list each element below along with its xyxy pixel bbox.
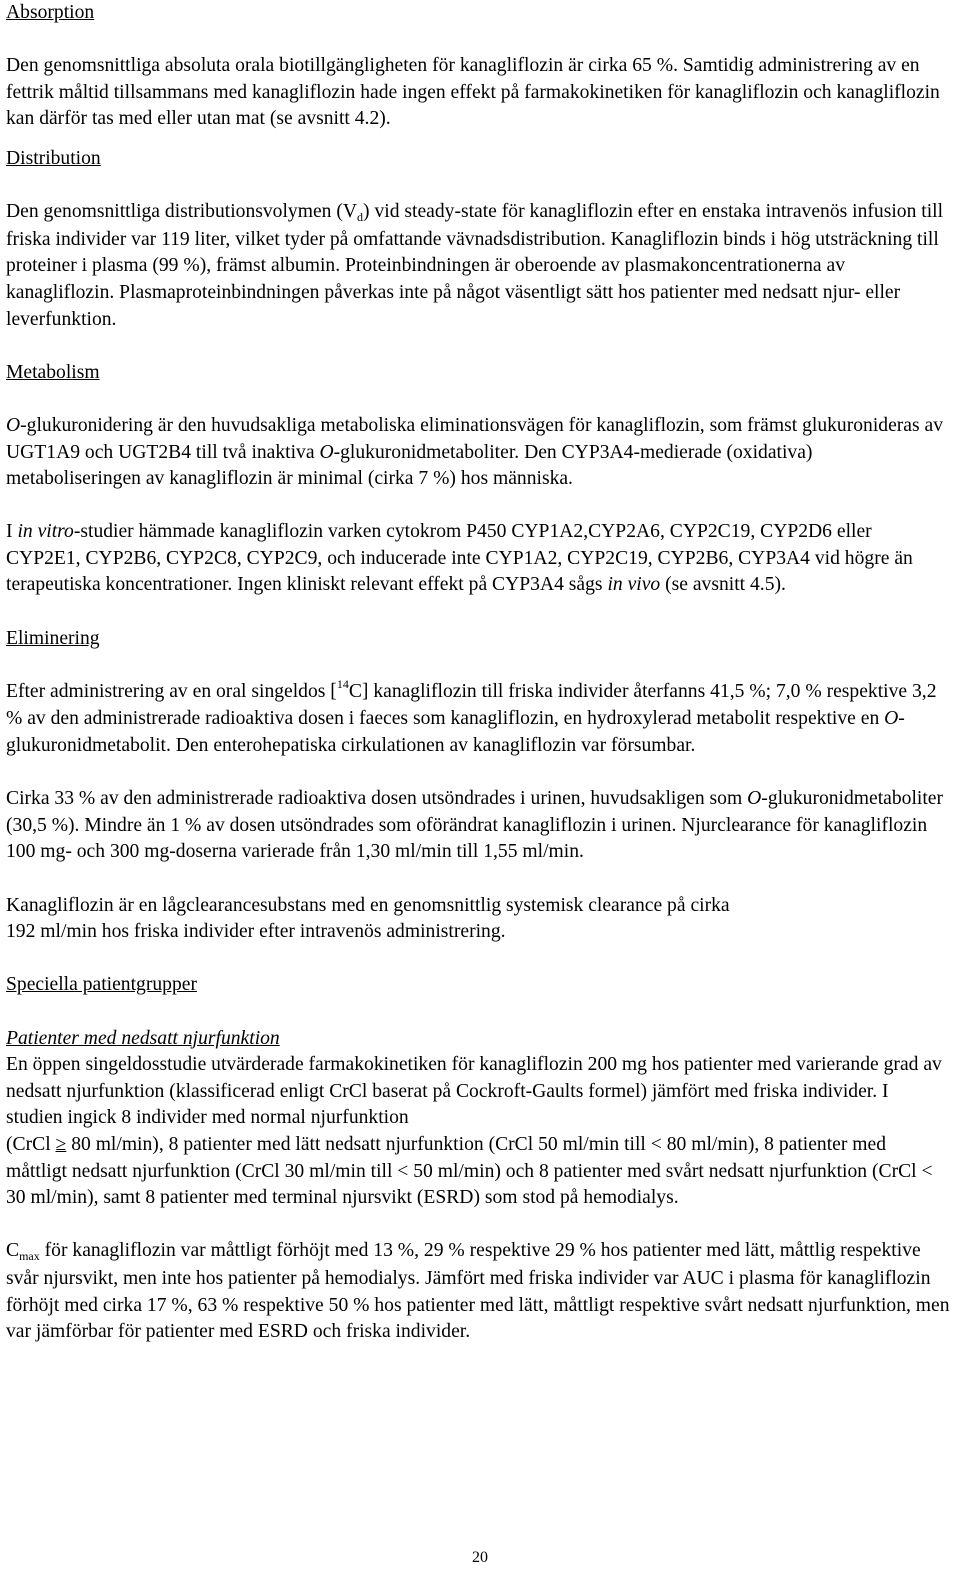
elimination-italic-o: O: [884, 708, 899, 730]
elimination-p3-line-2: 192 ml/min hos friska individer efter intravenös administrering.: [6, 921, 506, 943]
renal-p1-text-2: (CrCl: [6, 1133, 56, 1155]
special-groups-heading: Speciella patientgrupper: [6, 974, 197, 996]
elimination-p2-text-1: Cirka 33 % av den administrerade radioaktiva dosen utsöndrades i urinen, huvudsakligen som: [6, 788, 748, 810]
volume-subscript: d: [357, 210, 364, 225]
renal-impairment-heading: [6, 1026, 950, 1053]
page-number: 20: [472, 1549, 488, 1566]
renal-paragraph-1: [6, 1052, 950, 1212]
elimination-paragraph-3: [6, 893, 950, 946]
metabolism-paragraph-1: [6, 413, 950, 493]
metabolism-italic-o-2: O: [319, 441, 334, 463]
metabolism-p2-text-3: (se avsnitt 4.5).: [660, 574, 786, 596]
metabolism-italic-in-vitro: in vitro: [17, 521, 74, 543]
elimination-p2-text-2: glukuronidmetaboliter (30,5 %). Mindre än 1 % av dosen utsöndrades som oförändrat kanagliflozin i urinen. Njurclearance för kanagliflozin 100 mg- och 300 mg-doserna varierade från 1,30 ml/min till 1,55 ml/min.: [6, 788, 944, 863]
distribution-text-2: ) vid steady-state för kanagliflozin efter en enstaka intravenös infusion till friska individer var 119 liter, vilket tyder på omfattande vävnadsdistribution. Kanagliflozin binds i hög utsträckning till proteiner i plasma (99 %), främst albumin. Proteinbindningen är oberoende av plasmakoncentrationerna av kanagliflozin. Plasmaproteinbindningen påverkas inte på något väsentligt sätt hos patienter med nedsatt njur- eller leverfunktion.: [6, 201, 944, 330]
absorption-heading: Absorption: [6, 2, 95, 23]
elimination-p1-text-2: C] kanagliflozin till friska individer återfanns 41,5 %; 7,0 % respektive 3,2 % av den administrerade radioaktiva dosen i faeces som kanagliflozin, en hydroxylerad metabolit respektive en: [6, 680, 937, 730]
renal-p1-text-1: En öppen singeldosstudie utvärderade farmakokinetiken för kanagliflozin 200 mg hos patienter med varierande grad av nedsatt njurfunktion (klassificerad enligt CrCl baserat på Cockroft-Gaults formel) jämfört med friska individer. I studien ingick 8 individer med normal njurfunktion: [6, 1054, 942, 1129]
metabolism-p2-text-1: I: [6, 521, 18, 543]
metabolism-p1-text-2: -glukuronidmetaboliter. Den CYP3A4-medierade (oxidativa) metaboliseringen av kanagliflozin är minimal (cirka 7 %) hos människa.: [6, 441, 813, 490]
renal-p1-text-3: 80 ml/min), 8 patienter med lätt nedsatt njurfunktion (CrCl 50 ml/min till < 80 ml/min), 8 patienter med måttligt nedsatt njurfunktion (CrCl 30 ml/min till < 50 ml/min) och 8 patienter med svårt nedsatt njurfunktion (CrCl < 30 ml/min), samt 8 patienter med terminal njursvikt (ESRD) som stod på hemodialys.: [6, 1133, 933, 1209]
metabolism-paragraph-2: [6, 519, 950, 599]
metabolism-italic-o-1: O: [6, 414, 21, 436]
elimination-p3-line-1: Kanagliflozin är en lågclearancesubstans med en genomsnittlig systemisk clearance på cirka: [6, 894, 730, 916]
absorption-paragraph: Den genomsnittliga absoluta orala biotillgängligheten för kanagliflozin är cirka 65 %. Samtidig administrering av en fettrik måltid tillsammans med kanagliflozin hade ingen effekt på farmakokinetiken för kanagliflozin och kanagliflozin kan därför tas med eller utan mat (se avsnitt 4.2).: [6, 55, 940, 130]
cmax-subscript: max: [19, 1249, 40, 1264]
elimination-paragraph-1: [6, 676, 950, 760]
greater-equal-symbol: ≥: [55, 1133, 67, 1155]
elimination-paragraph-2: [6, 786, 950, 866]
elimination-p1-text-3: -glukuronidmetabolit. Den enterohepatiska cirkulationen av kanagliflozin var försumbar.: [6, 708, 905, 757]
elimination-italic-o-dash: O-: [747, 788, 768, 810]
renal-p2-text: för kanagliflozin var måttligt förhöjt med 13 %, 29 % respektive 29 % hos patienter med lätt, måttlig respektive svår njursvikt, men inte hos patienter på hemodialys. Jämfört med friska individer var AUC i plasma för kanagliflozin förhöjt med cirka 17 %, 63 % respektive 50 % hos patienter med lätt, måttligt respektive svårt nedsatt njurfunktion, men var jämförbar för patienter med ESRD och friska individer.: [6, 1240, 950, 1343]
cmax-c: C: [6, 1240, 20, 1262]
metabolism-heading: Metabolism: [6, 361, 100, 383]
metabolism-p1-text-1: -glukuronidering är den huvudsakliga metaboliska eliminationsvägen för kanagliflozin, som främst glukuronideras av UGT1A9 och UGT2B4 till två inaktiva: [6, 414, 944, 463]
metabolism-p2-text-2: -studier hämmade kanagliflozin varken cytokrom P450 CYP1A2,CYP2A6, CYP2C19, CYP2D6 eller CYP2E1, CYP2B6, CYP2C8, CYP2C9, och inducerade inte CYP1A2, CYP2C19, CYP2B6, CYP3A4 vid högre än terapeutiska koncentrationer. Ingen kliniskt relevant effekt på CYP3A4 sågs: [6, 521, 913, 596]
renal-impairment-heading-text: Patienter med nedsatt njurfunktion: [6, 1027, 280, 1049]
carbon-14-superscript: 14: [336, 676, 349, 691]
distribution-paragraph: [6, 199, 950, 333]
document-page: [6, 0, 950, 1346]
renal-paragraph-2: [6, 1238, 950, 1345]
elimination-heading: Eliminering: [6, 627, 100, 649]
metabolism-italic-in-vivo: in vivo: [607, 574, 661, 596]
distribution-text-1: Den genomsnittliga distributionsvolymen (V: [6, 201, 358, 223]
distribution-heading: Distribution: [6, 147, 101, 169]
elimination-p1-text-1: Efter administrering av en oral singeldos [: [6, 680, 337, 702]
